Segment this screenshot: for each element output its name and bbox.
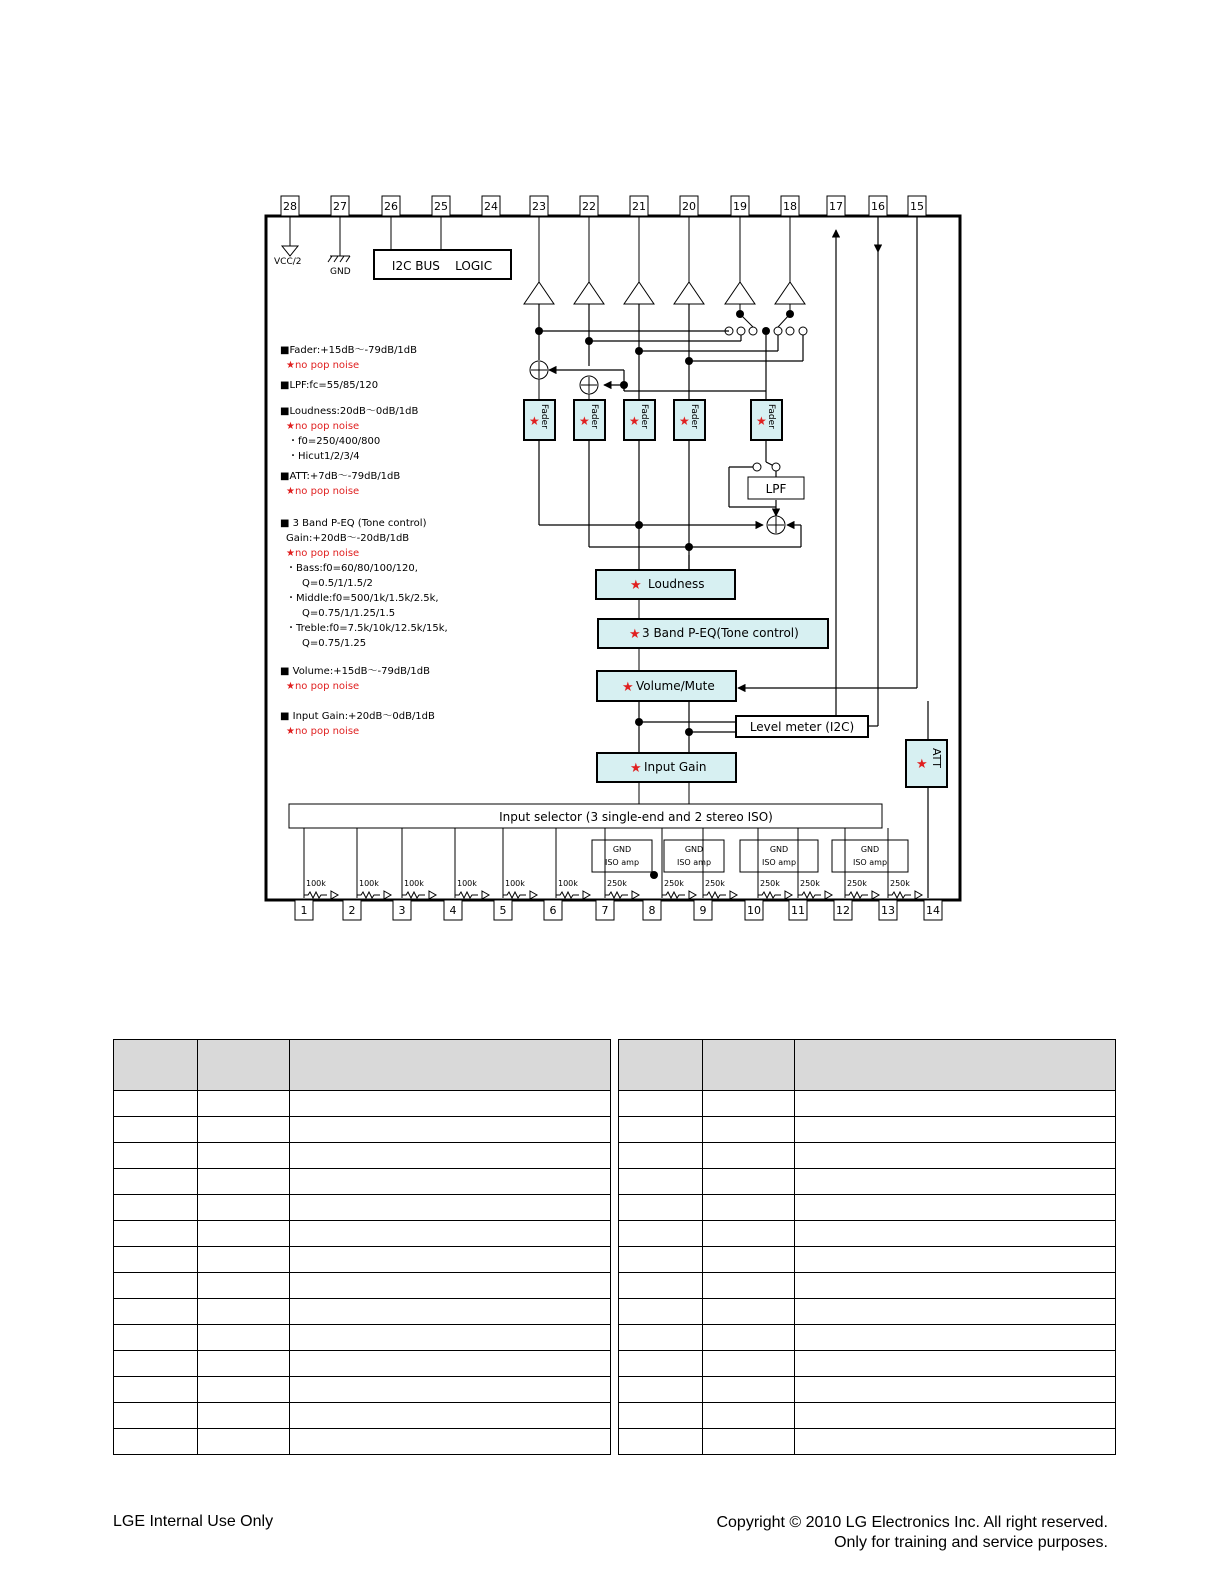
- table-cell: [198, 1091, 290, 1117]
- table-cell: [619, 1351, 703, 1377]
- table-gap-cell: [611, 1403, 619, 1429]
- resistor-value: 250k: [890, 879, 910, 888]
- vcc-label: VCC/2: [274, 257, 302, 267]
- spec-loudness-f0: ・f0=250/400/800: [288, 436, 381, 447]
- table-cell: [290, 1351, 611, 1377]
- table-cell: [703, 1429, 795, 1455]
- bottom-pin-label: 5: [499, 904, 507, 917]
- table-cell: [198, 1377, 290, 1403]
- top-pin-label: 24: [484, 200, 498, 213]
- resistor-arrow-icon: [482, 891, 489, 899]
- table-gap-cell: [611, 1351, 619, 1377]
- volume-star-icon: ★: [622, 680, 634, 695]
- table-row: [114, 1091, 1116, 1117]
- table-cell: [619, 1221, 703, 1247]
- resistor-icon: [703, 892, 726, 898]
- spec-input-gain: ■ Input Gain:+20dB〜0dB/1dB: [280, 711, 435, 722]
- table-gap-cell: [611, 1169, 619, 1195]
- table-row: [114, 1377, 1116, 1403]
- resistor-icon: [888, 892, 911, 898]
- table-cell: [114, 1117, 198, 1143]
- table-cell: [619, 1429, 703, 1455]
- table-cell: [198, 1195, 290, 1221]
- resistor-value: 250k: [664, 879, 684, 888]
- table-gap-cell: [611, 1429, 619, 1455]
- resistor-icon: [605, 892, 628, 898]
- table-cell: [619, 1169, 703, 1195]
- vcc-symbol-icon: [282, 246, 298, 256]
- table-cell: [795, 1351, 1116, 1377]
- resistor-arrow-icon: [384, 891, 391, 899]
- buffer-amp-icon: [574, 282, 604, 304]
- resistor-arrow-icon: [530, 891, 537, 899]
- table-cell: [619, 1325, 703, 1351]
- resistor-value: 250k: [760, 879, 780, 888]
- spec-treble: ・Treble:f0=7.5k/10k/12.5k/15k,: [286, 623, 448, 634]
- table-cell: [619, 1247, 703, 1273]
- top-pin-label: 25: [434, 200, 448, 213]
- table-gap-cell: [611, 1117, 619, 1143]
- resistor-value: 100k: [457, 879, 477, 888]
- summing-node-icon: [767, 516, 785, 534]
- table-gap-cell: [611, 1325, 619, 1351]
- spec-loudness-hicut: ・Hicut1/2/3/4: [288, 451, 360, 462]
- table-gap-cell: [611, 1091, 619, 1117]
- table-cell: [198, 1273, 290, 1299]
- resistor-icon: [503, 892, 526, 898]
- table-cell: [795, 1377, 1116, 1403]
- table-row: [114, 1273, 1116, 1299]
- gnd-label: GND: [330, 267, 351, 277]
- spec-peq: ■ 3 Band P-EQ (Tone control): [280, 518, 427, 529]
- bottom-pin-label: 2: [348, 904, 356, 917]
- table-row: [114, 1143, 1116, 1169]
- resistor-arrow-icon: [429, 891, 436, 899]
- table-cell: [619, 1299, 703, 1325]
- top-pin-label: 21: [632, 200, 646, 213]
- top-pin-label: 20: [682, 200, 696, 213]
- resistor-icon: [845, 892, 868, 898]
- table-cell: [703, 1377, 795, 1403]
- spec-list: [280, 345, 448, 737]
- resistor-value: 100k: [404, 879, 424, 888]
- spec-loudness-note: ★no pop noise: [286, 421, 360, 432]
- table-cell: [198, 1325, 290, 1351]
- resistor-value: 250k: [847, 879, 867, 888]
- table-cell: [114, 1377, 198, 1403]
- spec-volume: ■ Volume:+15dB〜-79dB/1dB: [280, 666, 430, 677]
- resistor-value: 250k: [607, 879, 627, 888]
- input-gain-star-icon: ★: [630, 761, 642, 776]
- table-gap-cell: [611, 1143, 619, 1169]
- spec-volume-note: ★no pop noise: [286, 681, 360, 692]
- table-cell: [114, 1429, 198, 1455]
- table-row: [114, 1403, 1116, 1429]
- resistor-icon: [662, 892, 685, 898]
- resistor-arrow-icon: [689, 891, 696, 899]
- input-gain-block-label: Input Gain: [644, 760, 707, 774]
- table-cell: [290, 1221, 611, 1247]
- fader-star-icon: ★: [579, 414, 590, 428]
- top-pin-label: 18: [783, 200, 797, 213]
- spec-loudness: ■Loudness:20dB〜0dB/1dB: [280, 406, 419, 417]
- table-cell: [795, 1273, 1116, 1299]
- resistor-icon: [556, 892, 579, 898]
- spec-fader-note: ★no pop noise: [286, 360, 360, 371]
- table-cell: [198, 1403, 290, 1429]
- table-cell: [795, 1403, 1116, 1429]
- fader-star-icon: ★: [529, 414, 540, 428]
- table-cell: [198, 1429, 290, 1455]
- fader-label: Fader: [689, 404, 699, 429]
- spec-bass-q: Q=0.5/1/1.5/2: [302, 578, 373, 589]
- table-cell: [619, 1143, 703, 1169]
- table-cell: [114, 1247, 198, 1273]
- resistor-arrow-icon: [583, 891, 590, 899]
- fader-label: Fader: [589, 404, 599, 429]
- chip-outline: [266, 216, 960, 900]
- table-cell: [290, 1247, 611, 1273]
- table-cell: [619, 1273, 703, 1299]
- resistor-icon: [798, 892, 821, 898]
- spec-lpf: ■LPF:fc=55/85/120: [280, 380, 379, 391]
- table-cell: [198, 1299, 290, 1325]
- table-cell: [703, 1143, 795, 1169]
- table-header-row: [114, 1040, 1116, 1091]
- table-row: [114, 1429, 1116, 1455]
- table-cell: [198, 1117, 290, 1143]
- table-cell: [290, 1169, 611, 1195]
- volume-block-label: Volume/Mute: [636, 679, 715, 693]
- table-cell: [290, 1429, 611, 1455]
- top-pin-label: 19: [733, 200, 747, 213]
- resistor-arrow-icon: [872, 891, 879, 899]
- table-cell: [114, 1221, 198, 1247]
- table-row: [114, 1195, 1116, 1221]
- spec-att: ■ATT:+7dB〜-79dB/1dB: [280, 471, 401, 482]
- resistor-arrow-icon: [730, 891, 737, 899]
- table-cell: [290, 1299, 611, 1325]
- table-cell: [795, 1325, 1116, 1351]
- iso-gnd-label: GND: [860, 845, 880, 854]
- table-cell: [114, 1195, 198, 1221]
- table-cell: [290, 1273, 611, 1299]
- bottom-pin-label: 3: [398, 904, 406, 917]
- table-cell: [703, 1403, 795, 1429]
- resistor-icon: [304, 892, 327, 898]
- table-row: [114, 1325, 1116, 1351]
- table-cell: [703, 1247, 795, 1273]
- pin-description-table: [113, 1039, 1116, 1455]
- bottom-pin-label: 7: [601, 904, 609, 917]
- iso-gnd-label: GND: [769, 845, 789, 854]
- table-cell: [114, 1403, 198, 1429]
- table-cell: [290, 1143, 611, 1169]
- buffer-amp-icon: [624, 282, 654, 304]
- top-pin-label: 16: [871, 200, 885, 213]
- table-cell: [198, 1169, 290, 1195]
- footer-copyright: [716, 1513, 1108, 1553]
- table-cell: [795, 1117, 1116, 1143]
- bottom-pin-label: 4: [449, 904, 457, 917]
- table-cell: [114, 1351, 198, 1377]
- footer-copyright-line: Copyright © 2010 LG Electronics Inc. All right reserved.: [716, 1514, 1108, 1531]
- table-cell: [114, 1091, 198, 1117]
- spec-att-note: ★no pop noise: [286, 486, 360, 497]
- table-cell: [703, 1169, 795, 1195]
- att-block-label: ATT: [930, 748, 943, 768]
- buffer-amp-icon: [674, 282, 704, 304]
- iso-amp-label: ISO amp: [852, 858, 888, 867]
- table-row: [114, 1299, 1116, 1325]
- att-star-icon: ★: [916, 757, 928, 772]
- fader-star-icon: ★: [679, 414, 690, 428]
- buffer-amp-icon: [725, 282, 755, 304]
- resistor-icon: [357, 892, 380, 898]
- table-cell: [290, 1325, 611, 1351]
- resistor-icon: [455, 892, 478, 898]
- table-cell: [619, 1377, 703, 1403]
- table-cell: [795, 1221, 1116, 1247]
- table-cell: [703, 1325, 795, 1351]
- resistor-icon: [402, 892, 425, 898]
- bottom-pin-row: [295, 900, 942, 920]
- fader-star-icon: ★: [629, 414, 640, 428]
- table-cell: [114, 1143, 198, 1169]
- table-cell: [114, 1273, 198, 1299]
- spec-bass: ・Bass:f0=60/80/100/120,: [286, 563, 418, 574]
- buffer-amp-icon: [775, 282, 805, 304]
- table-cell: [619, 1117, 703, 1143]
- table-cell: [198, 1247, 290, 1273]
- resistor-arrow-icon: [825, 891, 832, 899]
- resistor-value: 100k: [558, 879, 578, 888]
- resistor-value: 250k: [705, 879, 725, 888]
- table-gap-cell: [611, 1247, 619, 1273]
- fader-label: Fader: [766, 404, 776, 429]
- table-row: [114, 1117, 1116, 1143]
- table-cell: [703, 1117, 795, 1143]
- bottom-pin-label: 14: [926, 904, 940, 917]
- top-pin-label: 22: [582, 200, 596, 213]
- bottom-pin-label: 10: [747, 904, 761, 917]
- top-pin-label: 15: [910, 200, 924, 213]
- iso-gnd-label: GND: [612, 845, 632, 854]
- table-cell: [795, 1169, 1116, 1195]
- table-cell: [703, 1351, 795, 1377]
- spec-middle: ・Middle:f0=500/1k/1.5k/2.5k,: [286, 593, 439, 604]
- table-row: [114, 1169, 1116, 1195]
- table-gap-cell: [611, 1195, 619, 1221]
- table-cell: [619, 1091, 703, 1117]
- table-cell: [114, 1325, 198, 1351]
- summing-node-icon: [580, 376, 598, 394]
- table-cell: [795, 1143, 1116, 1169]
- table-cell: [290, 1117, 611, 1143]
- iso-amp-label: ISO amp: [676, 858, 712, 867]
- table-row: [114, 1247, 1116, 1273]
- spec-middle-q: Q=0.75/1/1.25/1.5: [302, 608, 396, 619]
- table-cell: [290, 1195, 611, 1221]
- table-gap-cell: [611, 1221, 619, 1247]
- buffer-amp-icon: [524, 282, 554, 304]
- table-row: [114, 1221, 1116, 1247]
- table-cell: [198, 1351, 290, 1377]
- spec-input-gain-note: ★no pop noise: [286, 726, 360, 737]
- resistor-arrow-icon: [331, 891, 338, 899]
- table-cell: [703, 1091, 795, 1117]
- table-cell: [795, 1247, 1116, 1273]
- peq-star-icon: ★: [629, 627, 641, 642]
- bottom-pin-label: 1: [300, 904, 308, 917]
- resistor-arrow-icon: [785, 891, 792, 899]
- summing-node-icon: [530, 361, 548, 379]
- table-gap-cell: [611, 1299, 619, 1325]
- table-cell: [703, 1221, 795, 1247]
- bottom-pin-label: 6: [549, 904, 557, 917]
- top-pin-label: 23: [532, 200, 546, 213]
- table-cell: [619, 1195, 703, 1221]
- spec-fader: ■Fader:+15dB〜-79dB/1dB: [280, 345, 418, 356]
- table-gap-cell: [611, 1273, 619, 1299]
- loudness-block-label: Loudness: [648, 577, 705, 591]
- bottom-pin-label: 9: [699, 904, 707, 917]
- spec-peq-note: ★no pop noise: [286, 548, 360, 559]
- footer-purpose-line: Only for training and service purposes.: [834, 1534, 1108, 1551]
- table-cell: [290, 1403, 611, 1429]
- top-pin-label: 26: [384, 200, 398, 213]
- table-cell: [198, 1143, 290, 1169]
- resistor-value: 250k: [800, 879, 820, 888]
- resistor-icon: [758, 892, 781, 898]
- table-row: [114, 1351, 1116, 1377]
- fader-label: Fader: [539, 404, 549, 429]
- table-cell: [795, 1429, 1116, 1455]
- fader-label: Fader: [639, 404, 649, 429]
- footer-internal-use: LGE Internal Use Only: [113, 1513, 274, 1530]
- iso-amp-label: ISO amp: [604, 858, 640, 867]
- top-pin-label: 28: [283, 200, 297, 213]
- table-gap-cell: [611, 1377, 619, 1403]
- table-cell: [114, 1299, 198, 1325]
- table-cell: [619, 1403, 703, 1429]
- table-cell: [703, 1299, 795, 1325]
- table-cell: [795, 1091, 1116, 1117]
- fader-star-icon: ★: [756, 414, 767, 428]
- top-pin-label: 27: [333, 200, 347, 213]
- lpf-block-label: LPF: [765, 482, 787, 496]
- resistor-value: 100k: [505, 879, 525, 888]
- resistor-arrow-icon: [915, 891, 922, 899]
- iso-amp-label: ISO amp: [761, 858, 797, 867]
- resistor-value: 100k: [359, 879, 379, 888]
- ground-symbol-icon: [328, 256, 350, 262]
- i2c-logic-label: I2C BUS LOGIC: [391, 259, 493, 273]
- loudness-star-icon: ★: [630, 578, 642, 593]
- iso-gnd-label: GND: [684, 845, 704, 854]
- bottom-pin-label: 11: [791, 904, 805, 917]
- table-cell: [290, 1091, 611, 1117]
- bottom-pin-label: 13: [881, 904, 895, 917]
- spec-peq-gain: Gain:+20dB〜-20dB/1dB: [286, 533, 410, 544]
- top-pin-row: [281, 196, 926, 216]
- spec-treble-q: Q=0.75/1.25: [302, 638, 367, 649]
- top-pin-label: 17: [829, 200, 843, 213]
- output-buffers: [524, 216, 805, 304]
- table-cell: [198, 1221, 290, 1247]
- resistor-arrow-icon: [632, 891, 639, 899]
- resistor-value: 100k: [306, 879, 326, 888]
- table-cell: [795, 1195, 1116, 1221]
- level-meter-label: Level meter (I2C): [749, 720, 855, 734]
- table-cell: [703, 1273, 795, 1299]
- bottom-pin-label: 8: [648, 904, 656, 917]
- table-cell: [703, 1195, 795, 1221]
- table-cell: [795, 1299, 1116, 1325]
- input-selector-label: Input selector (3 single-end and 2 stereo ISO): [499, 810, 773, 824]
- table-cell: [290, 1377, 611, 1403]
- table-cell: [114, 1169, 198, 1195]
- bottom-pin-label: 12: [836, 904, 850, 917]
- peq-block-label: 3 Band P-EQ(Tone control): [642, 626, 799, 640]
